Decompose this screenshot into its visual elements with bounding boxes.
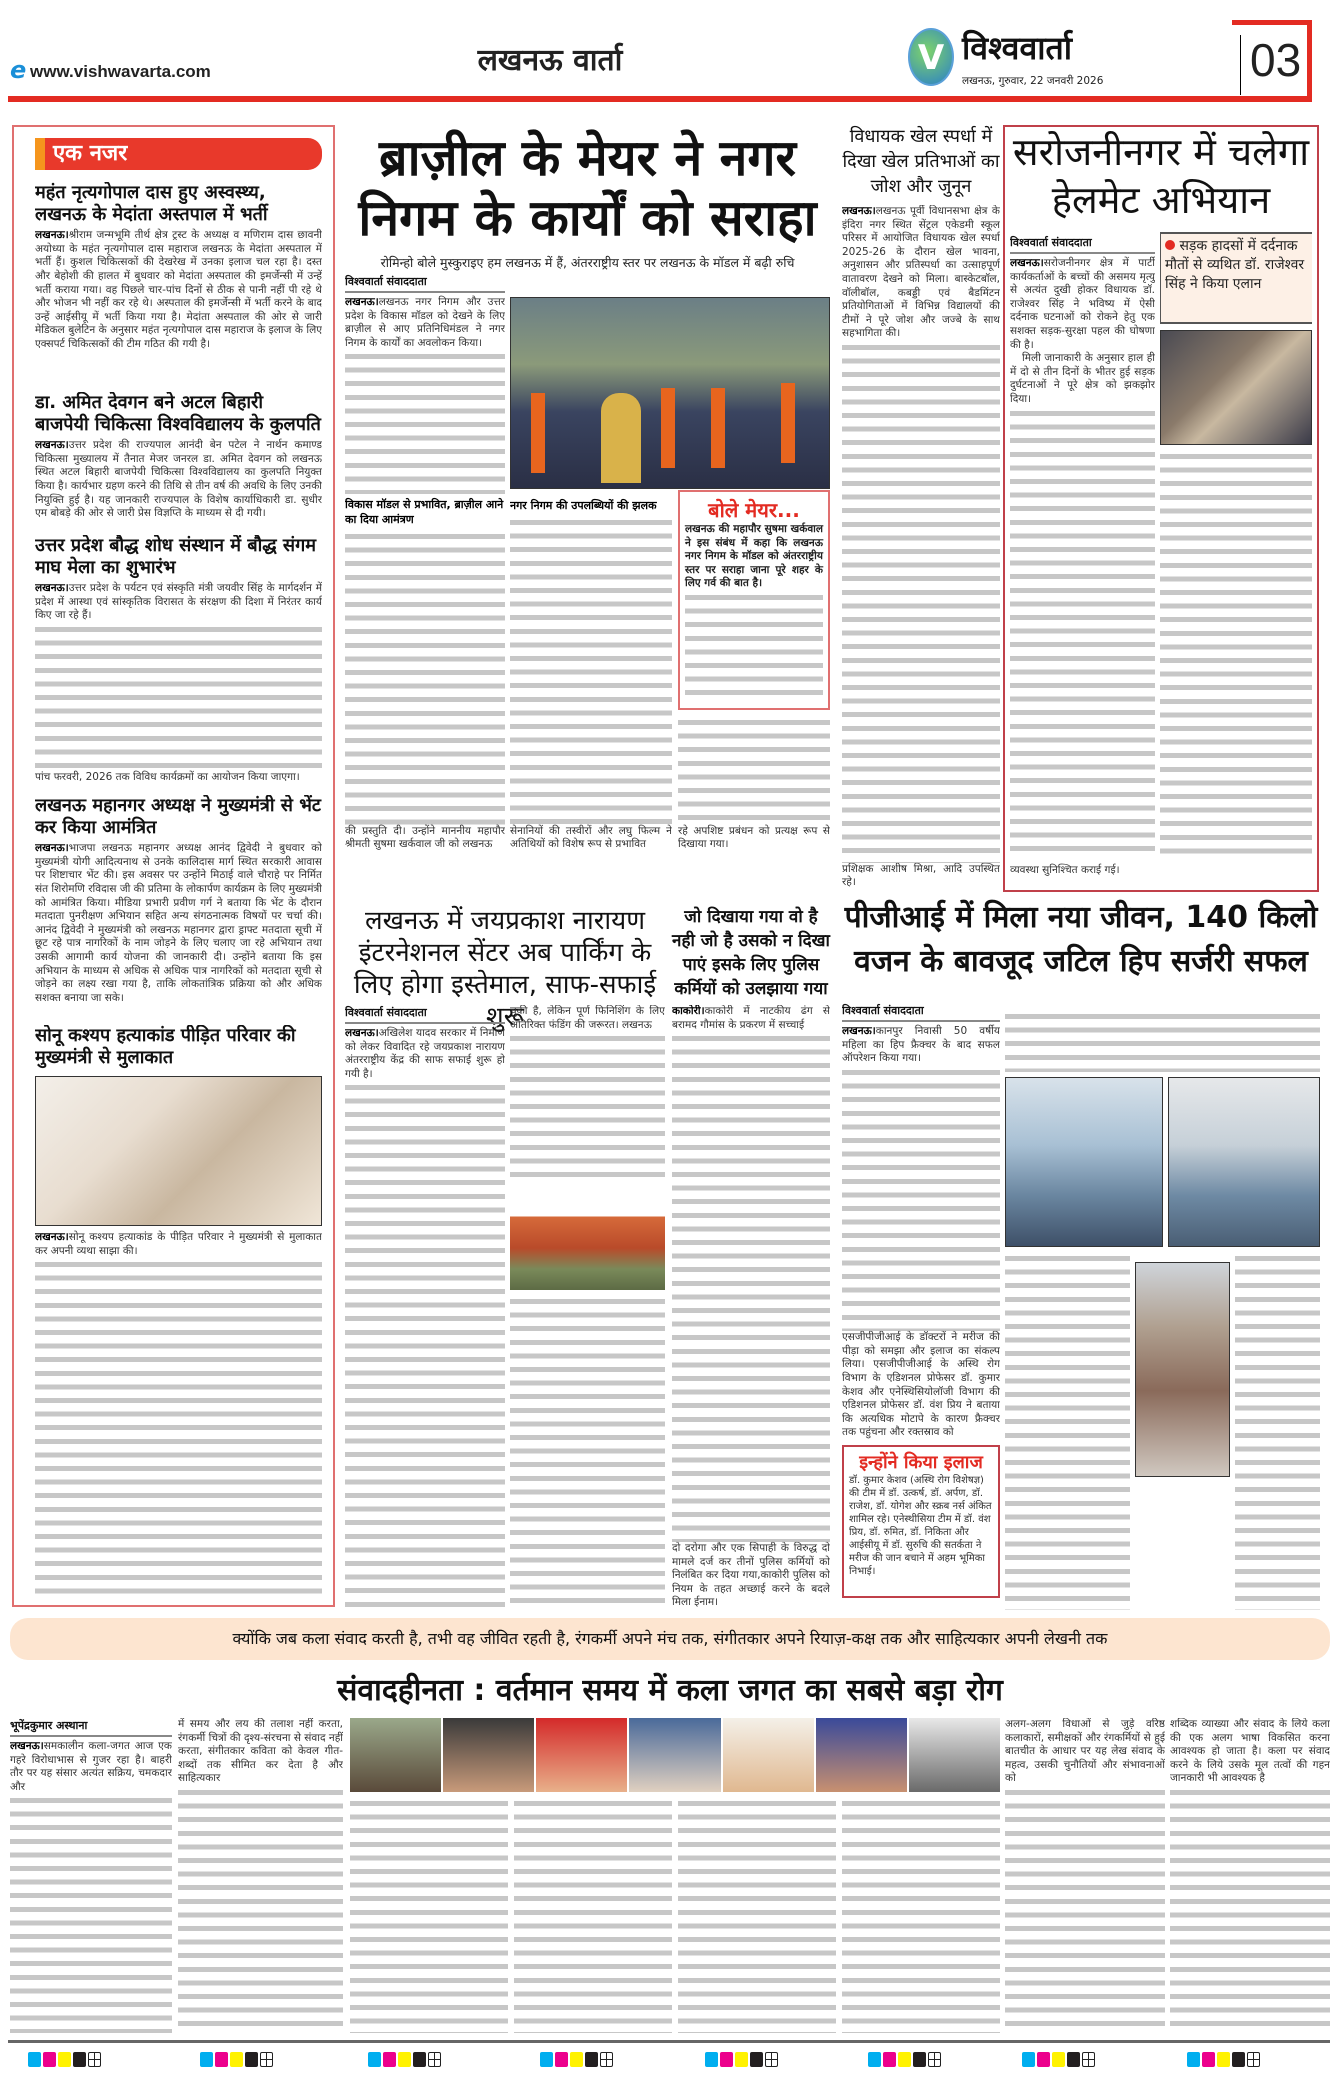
color-swatch xyxy=(1232,2052,1245,2067)
text-filler xyxy=(345,534,505,824)
jpnic-col-b xyxy=(510,1005,665,1180)
text-filler xyxy=(510,1036,665,1180)
text-filler xyxy=(678,720,830,825)
crosshair-icon xyxy=(600,2052,613,2067)
color-swatch xyxy=(1217,2052,1230,2067)
story-title: उत्तर प्रदेश बौद्ध शोध संस्थान में बौद्ध संगम माघ मेला का शुभारंभ xyxy=(35,535,316,578)
story-body: सरोजनीनगर क्षेत्र में पार्टी कार्यकर्ताओं के बच्चों की असमय मृत्यु से अत्यंत दुखी होकर विधायक डॉ. राजेश्वर सिंह ने भविष्य में ऐसी दर्दनाक घटनाओं को रोकने हेतु एक सशक्त सड़क-सुरक्षा पहल की घोषणा की है। xyxy=(1010,257,1155,351)
art-col-8 xyxy=(1170,1718,1330,2033)
story-ending: दो दरोगा और एक सिपाही के विरुद्ध दो मामले दर्ज कर तीनों पुलिस कर्मियों को निलंबित कर दिया गया,काकोरी पुलिस को नियम के तहत अच्छाई करने के बदले मिला ईनाम। xyxy=(672,1542,830,1609)
story-title: सोनू कश्यप हत्याकांड पीड़ित परिवार की मुख्यमंत्री से मुलाकात xyxy=(35,1025,296,1068)
pgi-col-a xyxy=(842,1003,1000,1440)
text-filler xyxy=(1005,1790,1165,2033)
byline: विश्ववार्ता संवाददाता xyxy=(1010,235,1155,254)
text-filler xyxy=(842,1070,1000,1331)
art-headline: संवादहीनता : वर्तमान समय में कला जगत का सबसे बड़ा रोग xyxy=(337,1673,1003,1708)
crosshair-icon xyxy=(765,2052,778,2067)
website-link[interactable]: www.vishwavarta.com xyxy=(30,62,211,81)
color-swatch xyxy=(1067,2052,1080,2067)
sports-headline: विधायक खेल स्पर्धा में दिखा खेल प्रतिभाओं का जोश और जुनून xyxy=(842,126,1000,197)
sidebox-body: लखनऊ की महापौर सुषमा खर्कवाल ने इस संबंध में कहा कि लखनऊ नगर निगम के मॉडल को अंतरराष्ट्रीय स्तर पर सराहा जाना पूरे शहर के लिए गर्व की बात है। xyxy=(685,523,823,590)
byline: विश्ववार्ता संवाददाता xyxy=(345,1005,505,1024)
photo-patient-walker xyxy=(1135,1262,1230,1477)
main-deck: रोमिन्हो बोले मुस्कुराइए हम लखनऊ में हैं, अंतरराष्ट्रीय स्तर पर लखनऊ के मॉडल में बढ़ी रुचि xyxy=(380,255,795,270)
color-swatch xyxy=(245,2052,258,2067)
art-col-5 xyxy=(678,1797,836,2033)
story-body: में समय और लय की तलाश नहीं करता, रंगकर्मी चित्रों की दृश्य-संरचना से संवाद नहीं करता, संगीतकार कविता को केवल गीत-शब्दों तक सीमित कर देता है और साहित्यकार xyxy=(178,1718,343,1785)
text-filler xyxy=(1010,411,1155,860)
portrait-photo xyxy=(536,1718,627,1792)
bole-mayor-box xyxy=(678,490,830,710)
crosshair-icon xyxy=(1247,2052,1260,2067)
color-swatch xyxy=(570,2052,583,2067)
registration-mark xyxy=(1187,2052,1260,2067)
color-swatch xyxy=(230,2052,243,2067)
pgi-doctors-box xyxy=(842,1445,1000,1598)
ie-logo-icon: e xyxy=(10,56,27,84)
text-filler xyxy=(1005,1014,1320,1072)
color-swatch xyxy=(413,2052,426,2067)
kakori-headline: जो दिखाया गया वो है नही जो है उसको न दिखा पाएं इसके लिए पुलिस कर्मियों को उलझाया गया xyxy=(672,907,830,999)
color-swatch xyxy=(1187,2052,1200,2067)
story-title: लखनऊ महानगर अध्यक्ष ने मुख्यमंत्री से भेंट कर किया आमंत्रित xyxy=(35,795,321,838)
color-swatch xyxy=(368,2052,381,2067)
text-filler xyxy=(678,1801,836,2033)
byline: भूपेंद्रकुमार अस्थाना xyxy=(10,1718,172,1737)
page-number-box xyxy=(1232,20,1312,102)
badge-label: एक नजर xyxy=(53,141,128,166)
color-swatch xyxy=(383,2052,396,2067)
story-bauddh xyxy=(35,535,322,785)
byline: विश्ववार्ता संवाददाता xyxy=(842,1003,1000,1022)
pgi-col-b-top xyxy=(1005,1010,1320,1072)
header-rule xyxy=(8,96,1312,102)
portrait-strip xyxy=(350,1718,1000,1792)
registration-mark xyxy=(705,2052,778,2067)
text-filler xyxy=(345,1085,505,1610)
text-filler xyxy=(1160,454,1312,860)
portrait-photo xyxy=(723,1718,814,1792)
registration-mark xyxy=(1022,2052,1095,2067)
story-devgan xyxy=(35,392,322,530)
photo-brazil-delegation xyxy=(510,297,830,489)
art-col-2 xyxy=(178,1718,343,2033)
story-mahant xyxy=(35,182,322,382)
text-filler xyxy=(842,1801,1000,2033)
story-title: डा. अमित देवगन बने अटल बिहारी बाजपेयी चिकित्सा विश्वविद्यालय के कुलपति xyxy=(35,392,321,435)
highlight-text: सड़क हादसों में दर्दनाक मौतों से व्यथित डॉ. राजेश्वर सिंह ने किया एलान xyxy=(1165,238,1305,292)
color-swatch xyxy=(883,2052,896,2067)
registration-mark xyxy=(368,2052,441,2067)
portrait-photo xyxy=(350,1718,441,1792)
registration-mark xyxy=(540,2052,613,2067)
subhead: विकास मॉडल से प्रभावित, ब्राज़ील आने का दिया आमंत्रण xyxy=(345,498,504,527)
box-body: डॉ. कुमार केशव (अस्थि रोग विशेषज्ञ) की टीम में डॉ. उत्कर्ष, डॉ. अर्पण, डॉ. राजेश, डॉ. योगेश और स्क्रब नर्स अंकित शामिल रहे। एनेस्थीसिया टीम में डॉ. वंश प्रिय, डॉ. रुमित, डॉ. निकिता और आईसीयू में डॉ. सुरुचि की सतर्कता ने मरीज की जान बचाने में अहम भूमिका निभाई। xyxy=(849,1475,992,1577)
box-title: इन्होंने किया इलाज xyxy=(859,1452,983,1473)
color-swatch xyxy=(215,2052,228,2067)
quote-text: क्योंकि जब कला संवाद करती है, तभी वह जीवित रहती है, रंगकर्मी अपने मंच तक, संगीतकार अपने रियाज़-कक्ष तक और साहित्यकार अपनी लेखनी तक xyxy=(232,1629,1108,1648)
story-body: समकालीन कला-जगत आज एक गहरे विरोधाभास से गुजर रहा है। बाहरी तौर पर यह संसार अत्यंत सक्रिय, चमकदार और xyxy=(10,1740,172,1793)
registration-mark xyxy=(28,2052,101,2067)
helmet-headline: सरोजनीनगर में चलेगा हेलमेट अभियान xyxy=(1012,130,1310,222)
story-body: की प्रस्तुति दी। उन्होंने माननीय महापौर श्रीमती सुषमा खर्कवाल जी को लखनऊ xyxy=(345,824,505,851)
helmet-highlight xyxy=(1160,232,1312,324)
crosshair-icon xyxy=(1082,2052,1095,2067)
photo-pgi-doctors xyxy=(1168,1077,1320,1247)
page-number: 03 xyxy=(1250,34,1302,86)
color-swatch xyxy=(540,2052,553,2067)
text-filler xyxy=(842,345,1000,863)
color-swatch xyxy=(58,2052,71,2067)
text-filler xyxy=(510,520,672,825)
brand-name: विश्ववार्ता xyxy=(962,29,1073,67)
text-filler xyxy=(510,1299,665,1610)
portrait-photo xyxy=(629,1718,720,1792)
text-filler xyxy=(1005,1256,1130,1610)
text-filler xyxy=(1235,1256,1320,1610)
subhead: नगर निगम की उपलब्धियों की झलक xyxy=(510,499,657,512)
main-headline: ब्राज़ील के मेयर ने नगर निगम के कार्यों को सराहा xyxy=(358,129,817,247)
section-title: लखनऊ वार्ता xyxy=(477,43,623,78)
story-title: महंत नृत्यगोपाल दास हुए अस्वस्थ्य, लखनऊ के मेदांता अस्तपाल में भर्ती xyxy=(35,182,268,225)
color-swatch xyxy=(1022,2052,1035,2067)
crosshair-icon xyxy=(428,2052,441,2067)
dateline: काकोरी। xyxy=(672,1005,705,1017)
story-body: भाजपा लखनऊ महानगर अध्यक्ष आनंद द्विवेदी ने बुधवार को मुख्यमंत्री योगी आदित्यनाथ से उनके कालिदास मार्ग स्थित सरकारी आवास पर शिष्टाचार भेंट की। इस अवसर पर उन्होंने मिठाई वाले चौराहे पर निर्मित संत शिरोमणि रविदास जी की प्रतिमा के लोकार्पण कार्यक्रम के लिए मुख्यमंत्री को आमंत्रित किया। मीडिया प्रभारी प्रवीण गर्ग ने बताया कि भेंट के दौरान मतदाता पुनरीक्षण अभियान सहित अन्य संगठनात्मक विषयों पर चर्चा की। आनंद द्विवेदी ने मुख्यमंत्री को लखनऊ महानगर द्वारा ड्राफ्ट मतदाता सूची में छूट रहे पात्र नागरिकों के नाम जोड़ने के लिए चलाए जा रहे अभियान तथा उसकी आगामी कार्य योजना की जानकारी दी। उन्होंने बताया कि इस अभियान के माध्यम से अधिक से अधिक पात्र नागरिकों को मतदाता सूची से जोड़ने का लक्ष्य रखा गया है, ताकि लोकतांत्रिक प्रक्रिया को और अधिक सशक्त बनाया जा सके। xyxy=(35,842,322,1004)
text-filler xyxy=(345,354,505,494)
story-body: रहे अपशिष्ट प्रबंधन को प्रत्यक्ष रूप से दिखाया गया। xyxy=(678,824,830,851)
pgi-headline: पीजीआई में मिला नया जीवन, 140 किलो वजन के बावजूद जटिल हिप सर्जरी सफल xyxy=(842,896,1320,984)
story-body: शब्दिक व्याख्या और संवाद के लिये कला की एक अलग भाषा विकसित करना आवश्यक हो जाता है। कला पर संवाद करने के लिये उसके मूल तत्वों की गहन जानकारी भी आवश्यक है xyxy=(1170,1718,1330,1785)
color-swatch xyxy=(398,2052,411,2067)
bullet-icon xyxy=(1165,240,1175,250)
dateline: लखनऊ, गुरुवार, 22 जनवरी 2026 xyxy=(962,75,1104,87)
portrait-photo xyxy=(816,1718,907,1792)
dateline: लखनऊ। xyxy=(1010,257,1044,269)
registration-mark xyxy=(868,2052,941,2067)
story-body: अलग-अलग विधाओं से जुड़े वरिष्ठ कलाकारों, समीक्षकों और रंगकर्मियों से हुई बातचीत के आधार पर यह लेख संवाद के महत्व, उसकी चुनौतियों और संभावनाओं को xyxy=(1005,1718,1165,1785)
dateline: लखनऊ। xyxy=(842,1025,876,1037)
story-body: श्रीराम जन्मभूमि तीर्थ क्षेत्र ट्रस्ट के अध्यक्ष व मणिराम दास छावनी अयोध्या के महंत नृत्यगोपाल दास महाराज लखनऊ के मेदांता अस्पताल में भर्ती हैं। कुशल चिकित्सकों की देखरेख में उनका इलाज चल रहा है। दस्त और बेहोशी की हालत में बुधवार को मेदांता अस्पताल की इमर्जेन्सी में उन्हें भर्ती कराया गया। वह पिछले चार-पांच दिनों से ठीक से पानी नहीं पी रहे थे और भोजन भी नहीं कर रहे थे। अस्पताल की इमर्जेन्सी में भर्ती करने के बाद उन्हें आईसीयू में भर्ती किया गया है। मेदांता अस्पताल की ओर से जारी मेडिकल बुलेटिन के अनुसार महंत नृत्यगोपाल दास महाराज के इलाज के लिए एक्सपर्ट चिकित्सकों की टीम गठित की गयी है। xyxy=(35,229,322,350)
crosshair-icon xyxy=(928,2052,941,2067)
dateline: लखनऊ। xyxy=(35,842,69,855)
story-body: लखनऊ नगर निगम और उत्तर प्रदेश के विकास मॉडल को देखने के लिए ब्राज़ील से आए प्रतिनिधिमंडल ने नगर निगम के कार्यों का अवलोकन किया। xyxy=(345,296,505,349)
helmet-col-b xyxy=(1160,450,1312,860)
photo-helmet-event xyxy=(1160,330,1312,445)
story-body: सोनू कश्यप हत्याकांड के पीड़ित परिवार ने मुख्यमंत्री से मुलाकात कर अपनी व्यथा साझा की। xyxy=(35,1231,322,1257)
pgi-col-b xyxy=(1005,1252,1130,1610)
crosshair-icon xyxy=(88,2052,101,2067)
story-body: उत्तर प्रदेश की राज्यपाल आनंदी बेन पटेल ने नार्थन कमाण्ड चिकित्सा मुख्यालय में तैनात मेजर जनरल डा. अमित देवगन को लखनऊ स्थित अटल बिहारी बाजपेयी चिकित्सा विश्वविद्यालय का कुलपति नियुक्त किया है। कार्यभार ग्रहण करने की तिथि से तीन वर्ष की अवधि के लिए उनकी नियुक्ति हुई है। यह जानकारी राज्यपाल के विशेष कार्याधिकारी डा. सुधीर एम बोबड़े की ओर से जारी प्रेस विज्ञप्ति के माध्यम से दी गयी। xyxy=(35,439,322,520)
text-filler xyxy=(178,1790,343,2033)
text-filler xyxy=(514,1801,672,2033)
story-ending: पांच फरवरी, 2026 तक विविध कार्यक्रमों का आयोजन किया जाएगा। xyxy=(35,771,300,784)
color-swatch xyxy=(28,2052,41,2067)
photo-cm-meeting xyxy=(35,1076,322,1226)
kakori-col xyxy=(672,1005,830,1610)
ek-nazar-badge xyxy=(35,138,322,170)
color-swatch xyxy=(898,2052,911,2067)
art-col-3 xyxy=(350,1797,508,2033)
color-swatch xyxy=(735,2052,748,2067)
photo-jpnic-building xyxy=(510,1185,665,1290)
color-swatch xyxy=(1052,2052,1065,2067)
story-body: लखनऊ पूर्वी विधानसभा क्षेत्र के इंदिरा नगर स्थित सेंट्रल एकेडमी स्कूल परिसर में आयोजित विधायक खेल स्पर्धा 2025-26 के दौरान खेल भावना, अनुशासन और प्रतिस्पर्धा का उत्साहपूर्ण वातावरण देखने को मिला। बास्केटबॉल, वॉलीबॉल, कबड्डी एवं बैडमिंटन प्रतियोगिताओं में विभिन्न विद्यालयों की टीमों ने पूरे जोश और जज्बे के साथ सहभागिता की। xyxy=(842,205,1000,340)
story-sonu xyxy=(35,1025,322,1600)
dateline: लखनऊ। xyxy=(35,1231,69,1244)
story-body: कानपुर निवासी 50 वर्षीय महिला का हिप फ्रैक्चर के बाद सफल ऑपरेशन किया गया। xyxy=(842,1025,1000,1065)
color-swatch xyxy=(705,2052,718,2067)
jpnic-col-c xyxy=(510,1295,665,1610)
art-col-4 xyxy=(514,1797,672,2033)
dateline: लखनऊ। xyxy=(35,582,69,595)
color-swatch xyxy=(73,2052,86,2067)
dateline: लखनऊ। xyxy=(35,439,69,452)
text-filler xyxy=(35,627,322,771)
jpnic-col-a xyxy=(345,1005,505,1610)
quote-banner xyxy=(10,1618,1330,1660)
main-col-b xyxy=(510,495,672,852)
dateline: लखनऊ। xyxy=(345,296,379,308)
helmet-ending: व्यवस्था सुनिश्चित कराई गई। xyxy=(1010,864,1120,876)
color-swatch xyxy=(555,2052,568,2067)
story-cm-invite xyxy=(35,795,322,1020)
dateline: लखनऊ। xyxy=(10,1740,44,1752)
sidebox-title: बोले मेयर... xyxy=(708,498,800,522)
portrait-photo xyxy=(443,1718,534,1792)
dateline: लखनऊ। xyxy=(345,1027,379,1039)
portrait-photo xyxy=(909,1718,1000,1792)
story-ending: प्रशिक्षक आशीष मिश्रा, आदि उपस्थित रहे। xyxy=(842,862,1000,889)
color-swatch xyxy=(913,2052,926,2067)
story-body: मिली जानाकारी के अनुसार हाल ही में दो से तीन दिनों के भीतर हुई सड़क दुर्घटनाओं ने पूरे क्षेत्र को झकझोर दिया। xyxy=(1010,352,1155,405)
byline: विश्ववार्ता संवाददाता xyxy=(345,274,505,293)
text-filler xyxy=(35,1262,322,1600)
photo-pgi-ward xyxy=(1005,1077,1163,1247)
text-filler xyxy=(10,1798,172,2033)
story-body: सेनानियों की तस्वीरों और लघु फिल्म ने अतिथियों को विशेष रूप से प्रभावित xyxy=(510,824,672,851)
text-filler xyxy=(1170,1790,1330,2033)
jpnic-headline: लखनऊ में जयप्रकाश नारायण इंटरनेशनल सेंटर अब पार्किंग के लिए होगा इस्तेमाल, साफ-सफाई शुरू xyxy=(353,906,657,1032)
sports-col xyxy=(842,205,1000,890)
crosshair-icon xyxy=(260,2052,273,2067)
dateline: लखनऊ। xyxy=(35,229,69,242)
helmet-col-a xyxy=(1010,235,1155,860)
story-body: उत्तर प्रदेश के पर्यटन एवं संस्कृति मंत्री जयवीर सिंह के मार्गदर्शन में प्रदेश में आस्था एवं सांस्कृतिक विरासत के संरक्षण की दिशा में निरंतर कार्य किए जा रहे हैं। xyxy=(35,582,322,622)
color-swatch xyxy=(720,2052,733,2067)
dateline: लखनऊ। xyxy=(842,205,876,217)
color-swatch xyxy=(200,2052,213,2067)
color-swatch xyxy=(1202,2052,1215,2067)
main-col-c xyxy=(678,716,830,852)
story-body: चुकी है, लेकिन पूर्ण फिनिशिंग के लिए अतिरिक्त फंडिंग की जरूरत। लखनऊ xyxy=(510,1005,665,1031)
color-swatch xyxy=(868,2052,881,2067)
color-swatch xyxy=(1037,2052,1050,2067)
footer-rule xyxy=(8,2040,1330,2043)
story-body: अखिलेश यादव सरकार में निर्माण को लेकर विवादित रहे जयप्रकाश नारायण अंतरराष्ट्रीय केंद्र की साफ सफाई शुरू हो गयी है। xyxy=(345,1027,505,1080)
story-body: एसजीपीजीआई के डॉक्टरों ने मरीज की पीड़ा को समझा और इलाज का संकल्प लिया। एसजीपीजीआई के अस्थि रोग विभाग के एडिशनल प्रोफेसर डॉ. कुमार केशव और एनेस्थिसियोलॉजी विभाग की एडिशनल प्रोफेसर डॉ. वंश प्रिय ने बताया कि अत्यधिक मोटापे के कारण फ्रैक्चर तक पहुंचना और रक्तस्राव को xyxy=(842,1331,1000,1439)
story-body: काकोरी में नाटकीय ढंग से बरामद गौमांस के प्रकरण में सच्चाई xyxy=(672,1005,830,1031)
main-col-a xyxy=(345,274,505,852)
pgi-col-c xyxy=(1235,1252,1320,1610)
text-filler xyxy=(685,595,823,704)
text-filler xyxy=(350,1801,508,2033)
art-col-1 xyxy=(10,1718,172,2033)
art-col-7 xyxy=(1005,1718,1165,2033)
text-filler xyxy=(672,1036,830,1542)
color-swatch xyxy=(585,2052,598,2067)
color-swatch xyxy=(43,2052,56,2067)
art-col-6 xyxy=(842,1797,1000,2033)
brand-logo-icon: V xyxy=(908,28,954,86)
registration-mark xyxy=(200,2052,273,2067)
color-swatch xyxy=(750,2052,763,2067)
